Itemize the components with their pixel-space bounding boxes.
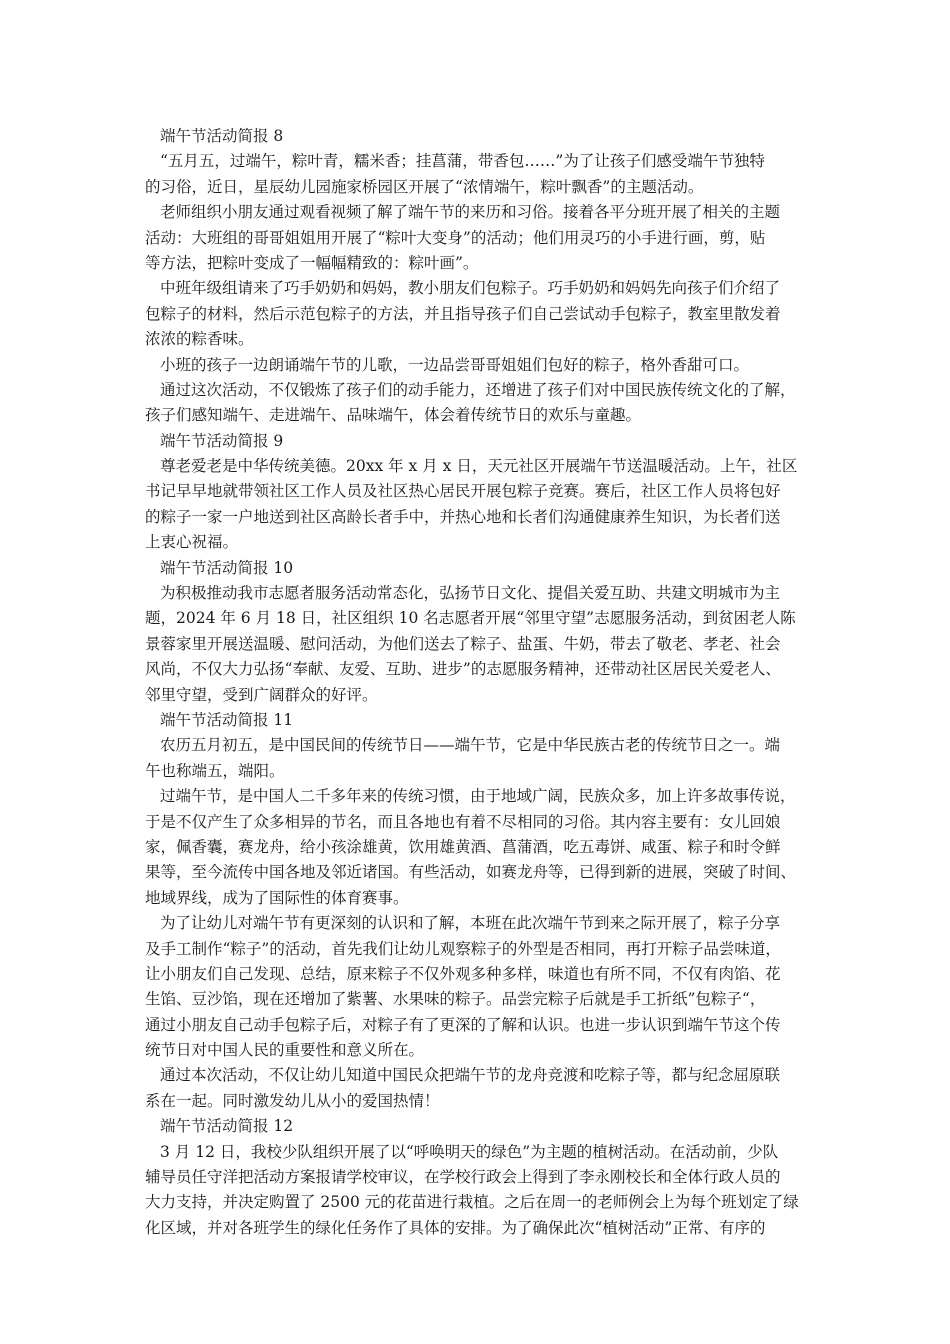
- paragraph-line: 景蓉家里开展送温暖、慰问活动，为他们送去了粽子、盐蛋、牛奶，带去了敬老、孝老、社会: [145, 634, 781, 653]
- paragraph-line: 中班年级组请来了巧手奶奶和妈妈，教小朋友们包粽子。巧手奶奶和妈妈先向孩子们介绍了: [160, 279, 781, 298]
- paragraph-line: 包粽子的材料，然后示范包粽子的方法，并且指导孩子们自己尝试动手包粽子，教室里散发着: [145, 304, 781, 323]
- paragraph-line: 邻里守望，受到广阔群众的好评。: [145, 685, 378, 704]
- paragraph-line: 的粽子一家一户地送到社区高龄长者手中，并热心地和长者们沟通健康养生知识，为长者们送: [145, 507, 781, 526]
- report-section: [145, 1114, 809, 1241]
- section-heading: 端午节活动简报 11: [160, 710, 294, 729]
- paragraph: [145, 1140, 809, 1242]
- paragraph-line: 系在一起。同时激发幼儿从小的爱国热情！: [145, 1091, 440, 1110]
- report-section: [145, 708, 809, 1114]
- paragraph: [145, 276, 809, 352]
- paragraph: [145, 378, 809, 429]
- paragraph-line: 地域界线，成为了国际性的体育赛事。: [145, 888, 409, 907]
- section-heading: 端午节活动简报 10: [160, 558, 294, 577]
- paragraph-line: 3 月 12 日，我校少队组织开展了以“呼唤明天的绿色”为主题的植树活动。在活动前，少队: [160, 1142, 779, 1161]
- paragraph-line: 孩子们感知端午、走进端午、品味端午，体会着传统节日的欢乐与童趣。: [145, 406, 642, 425]
- paragraph-line: 小班的孩子一边朗诵端午节的儿歌，一边品尝哥哥姐姐们包好的粽子，格外香甜可口。: [160, 355, 750, 374]
- paragraph-line: 果等，至今流传中国各地及邻近诸国。有些活动，如赛龙舟等，已得到新的进展，突破了时间、: [145, 863, 797, 882]
- paragraph: [145, 149, 809, 200]
- paragraph-line: 上衷心祝福。: [145, 533, 239, 552]
- document-page: [145, 124, 809, 1241]
- paragraph-line: 题，2024 年 6 月 18 日，社区组织 10 名志愿者开展“邻里守望”志愿服务活动，到贫困老人陈: [145, 609, 796, 628]
- paragraph: [145, 353, 809, 378]
- paragraph-line: 统节日对中国人民的重要性和意义所在。: [145, 1041, 425, 1060]
- paragraph: [145, 1063, 809, 1114]
- paragraph-line: “五月五，过端午，粽叶青，糯米香；挂菖蒲，带香包……”为了让孩子们感受端午节独特: [160, 152, 765, 171]
- paragraph-line: 活动：大班组的哥哥姐姐用开展了“粽叶大变身”的活动；他们用灵巧的小手进行画，剪，贴: [145, 228, 766, 247]
- paragraph-line: 家，佩香囊，赛龙舟，给小孩涂雄黄，饮用雄黄酒、菖蒲酒，吃五毒饼、咸蛋、粽子和时令鲜: [145, 837, 781, 856]
- paragraph-line: 过端午节，是中国人二千多年来的传统习惯，由于地域广阔，民族众多，加上许多故事传说，: [160, 787, 796, 806]
- paragraph-line: 及手工制作“粽子”的活动，首先我们让幼儿观察粽子的外型是否相同，再打开粽子品尝味道，: [145, 939, 781, 958]
- paragraph-line: 风尚，不仅大力弘扬“奉献、友爱、互助、进步”的志愿服务精神，还带动社区居民关爱老人、: [145, 660, 781, 679]
- paragraph-line: 尊老爱老是中华传统美德。20xx 年 x 月 x 日，天元社区开展端午节送温暖活动。上午，社区: [160, 457, 798, 476]
- paragraph-line: 辅导员任守洋把活动方案报请学校审议，在学校行政会上得到了李永刚校长和全体行政人员的: [145, 1168, 781, 1187]
- paragraph: [145, 733, 809, 784]
- paragraph-line: 书记早早地就带领社区工作人员及社区热心居民开展包粽子竞赛。赛后，社区工作人员将包好: [145, 482, 781, 501]
- report-section: [145, 556, 809, 708]
- paragraph-line: 老师组织小朋友通过观看视频了解了端午节的来历和习俗。接着各平分班开展了相关的主题: [160, 203, 781, 222]
- paragraph-line: 通过本次活动，不仅让幼儿知道中国民众把端午节的龙舟竞渡和吃粽子等，都与纪念屈原联: [160, 1066, 781, 1085]
- paragraph-line: 通过小朋友自己动手包粽子后，对粽子有了更深的了解和认识。也进一步认识到端午节这个传: [145, 1015, 781, 1034]
- paragraph: [145, 784, 809, 911]
- paragraph-line: 农历五月初五，是中国民间的传统节日——端午节，它是中华民族古老的传统节日之一。端: [160, 736, 781, 755]
- paragraph-line: 大力支持，并决定购置了 2500 元的花苗进行栽植。之后在周一的老师例会上为每个班划定了绿: [145, 1193, 799, 1212]
- paragraph-line: 于是不仅产生了众多相异的节名，而且各地也有着不尽相同的习俗。其内容主要有：女儿回娘: [145, 812, 781, 831]
- paragraph-line: 化区域，并对各班学生的绿化任务作了具体的安排。为了确保此次“植树活动”正常、有序的: [145, 1218, 766, 1237]
- paragraph: [145, 454, 809, 556]
- paragraph: [145, 581, 809, 708]
- paragraph-line: 为积极推动我市志愿者服务活动常态化，弘扬节日文化、提倡关爱互助、共建文明城市为主: [160, 584, 781, 603]
- section-heading: 端午节活动简报 12: [160, 1117, 294, 1136]
- paragraph-line: 的习俗，近日，星辰幼儿园施家桥园区开展了“浓情端午，粽叶飘香”的主题活动。: [145, 177, 704, 196]
- paragraph-line: 为了让幼儿对端午节有更深刻的认识和了解，本班在此次端午节到来之际开展了，粽子分享: [160, 914, 781, 933]
- paragraph-line: 生馅、豆沙馅，现在还增加了紫薯、水果味的粽子。品尝完粽子后就是手工折纸”包粽子“，: [145, 990, 766, 1009]
- report-section: [145, 429, 809, 556]
- section-heading: 端午节活动简报 9: [160, 431, 284, 450]
- report-section: [145, 124, 809, 429]
- section-heading: 端午节活动简报 8: [160, 127, 284, 145]
- paragraph-line: 浓浓的粽香味。: [145, 330, 254, 349]
- paragraph-line: 午也称端五，端阳。: [145, 761, 285, 780]
- paragraph: [145, 200, 809, 276]
- paragraph-line: 通过这次活动，不仅锻炼了孩子们的动手能力，还增进了孩子们对中国民族传统文化的了解，: [160, 380, 796, 399]
- paragraph: [145, 911, 809, 1063]
- paragraph-line: 等方法，把粽叶变成了一幅幅精致的：粽叶画”。: [145, 253, 479, 272]
- paragraph-line: 让小朋友们自己发现、总结，原来粽子不仅外观多种多样，味道也有所不同，不仅有肉馅、花: [145, 964, 781, 983]
